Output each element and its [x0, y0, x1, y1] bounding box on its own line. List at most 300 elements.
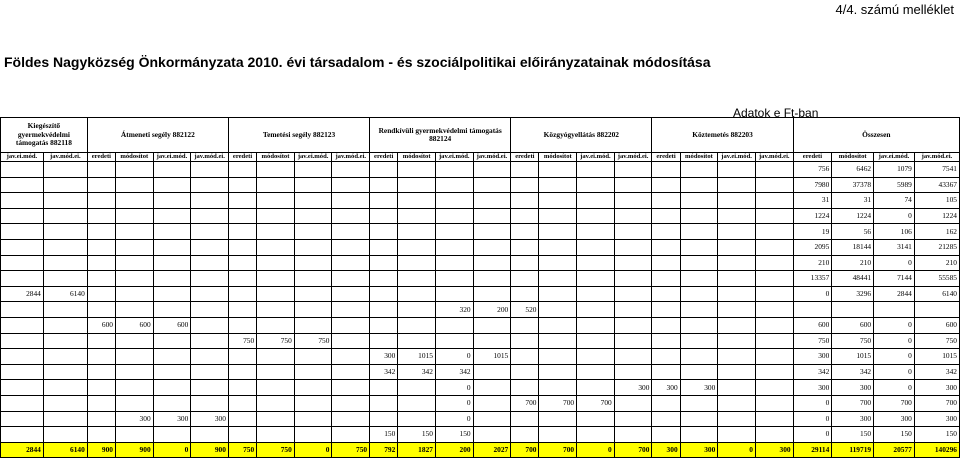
table-cell	[294, 317, 332, 333]
table-cell	[473, 208, 511, 224]
table-cell	[257, 286, 295, 302]
table-cell	[511, 193, 539, 209]
table-cell	[332, 411, 370, 427]
table-row	[1, 411, 960, 427]
table-cell	[539, 271, 577, 287]
table-cell	[793, 302, 832, 318]
table-cell	[435, 239, 473, 255]
table-cell	[755, 349, 793, 365]
table-cell	[832, 302, 874, 318]
table-cell	[153, 271, 191, 287]
table-cell: 600	[793, 317, 832, 333]
table-cell	[652, 302, 680, 318]
total-cell: 0	[153, 442, 191, 457]
table-cell	[153, 427, 191, 443]
table-cell	[43, 427, 87, 443]
table-row	[1, 255, 960, 271]
table-cell: 300	[914, 411, 959, 427]
total-cell: 750	[332, 442, 370, 457]
table-cell	[116, 193, 154, 209]
table-cell	[1, 349, 44, 365]
table-cell	[191, 177, 229, 193]
table-cell	[332, 162, 370, 178]
table-cell	[577, 411, 615, 427]
table-cell	[332, 255, 370, 271]
table-cell	[228, 395, 256, 411]
table-cell	[370, 411, 398, 427]
table-cell: 19	[793, 224, 832, 240]
column-header: jav.mód.ei.	[332, 153, 370, 162]
table-cell: 342	[793, 364, 832, 380]
table-cell	[257, 380, 295, 396]
table-cell	[755, 193, 793, 209]
table-cell	[755, 302, 793, 318]
table-cell	[87, 411, 115, 427]
table-cell	[511, 224, 539, 240]
table-cell	[294, 162, 332, 178]
table-cell: 300	[914, 380, 959, 396]
table-cell: 48441	[832, 271, 874, 287]
table-cell	[116, 255, 154, 271]
table-cell	[191, 255, 229, 271]
table-cell	[332, 349, 370, 365]
table-cell	[874, 302, 915, 318]
table-cell	[87, 224, 115, 240]
table-cell	[87, 239, 115, 255]
table-cell	[153, 193, 191, 209]
table-cell	[718, 239, 756, 255]
table-cell	[228, 427, 256, 443]
table-cell	[473, 411, 511, 427]
table-cell	[1, 162, 44, 178]
table-cell	[511, 255, 539, 271]
table-cell: 3296	[832, 286, 874, 302]
total-cell: 700	[614, 442, 652, 457]
table-row	[1, 364, 960, 380]
table-cell	[332, 177, 370, 193]
table-cell: 162	[914, 224, 959, 240]
table-cell	[294, 364, 332, 380]
table-cell: 300	[793, 349, 832, 365]
table-cell	[191, 271, 229, 287]
table-cell	[294, 395, 332, 411]
table-cell	[191, 395, 229, 411]
table-cell	[398, 411, 436, 427]
table-cell	[398, 302, 436, 318]
total-cell: 900	[191, 442, 229, 457]
table-cell	[718, 286, 756, 302]
table-cell	[755, 239, 793, 255]
total-cell: 2844	[1, 442, 44, 457]
table-cell	[398, 317, 436, 333]
table-cell: 600	[153, 317, 191, 333]
table-cell	[718, 333, 756, 349]
table-cell	[332, 224, 370, 240]
table-cell	[370, 317, 398, 333]
table-cell	[680, 208, 718, 224]
table-cell: 300	[832, 411, 874, 427]
group-header-osszesen: Összesen	[793, 118, 959, 153]
table-cell	[539, 427, 577, 443]
column-header: eredeti	[87, 153, 115, 162]
table-cell: 756	[793, 162, 832, 178]
table-cell	[755, 427, 793, 443]
table-cell	[332, 380, 370, 396]
table-cell	[257, 224, 295, 240]
table-cell: 150	[832, 427, 874, 443]
table-cell	[332, 333, 370, 349]
table-cell: 600	[87, 317, 115, 333]
table-cell	[680, 349, 718, 365]
table-cell	[680, 224, 718, 240]
table-cell	[257, 239, 295, 255]
group-header-rendkivuli: Rendkívüli gyermekvédelmi támogatás 882124	[370, 118, 511, 153]
table-cell	[435, 286, 473, 302]
table-cell	[332, 239, 370, 255]
table-cell	[614, 162, 652, 178]
table-cell: 31	[793, 193, 832, 209]
total-cell: 29114	[793, 442, 832, 457]
table-cell	[370, 224, 398, 240]
table-cell	[652, 364, 680, 380]
table-cell: 37378	[832, 177, 874, 193]
table-cell	[153, 162, 191, 178]
table-cell	[614, 395, 652, 411]
table-cell	[511, 271, 539, 287]
table-cell	[257, 208, 295, 224]
table-cell: 2095	[793, 239, 832, 255]
table-cell	[577, 224, 615, 240]
table-cell	[191, 162, 229, 178]
table-cell	[228, 364, 256, 380]
table-cell	[577, 239, 615, 255]
column-header: eredeti	[652, 153, 680, 162]
column-header: jav.ei.mód.	[294, 153, 332, 162]
table-cell	[332, 286, 370, 302]
table-cell	[228, 224, 256, 240]
table-cell	[43, 239, 87, 255]
table-cell	[1, 427, 44, 443]
table-cell	[398, 162, 436, 178]
table-cell: 0	[874, 364, 915, 380]
table-cell	[577, 162, 615, 178]
table-cell: 21285	[914, 239, 959, 255]
table-cell	[511, 411, 539, 427]
table-row	[1, 395, 960, 411]
total-cell: 300	[680, 442, 718, 457]
table-cell: 750	[257, 333, 295, 349]
table-cell: 74	[874, 193, 915, 209]
table-cell	[511, 162, 539, 178]
table-cell: 7980	[793, 177, 832, 193]
table-cell: 106	[874, 224, 915, 240]
table-row	[1, 208, 960, 224]
table-cell	[43, 255, 87, 271]
table-cell: 700	[874, 395, 915, 411]
table-cell	[153, 380, 191, 396]
table-cell	[43, 162, 87, 178]
table-cell	[435, 177, 473, 193]
table-cell	[652, 208, 680, 224]
table-cell: 0	[874, 255, 915, 271]
table-cell	[332, 317, 370, 333]
table-cell	[1, 364, 44, 380]
table-cell	[257, 302, 295, 318]
table-cell	[473, 239, 511, 255]
table-cell	[511, 317, 539, 333]
table-cell	[370, 302, 398, 318]
table-cell	[228, 411, 256, 427]
table-cell	[614, 349, 652, 365]
table-cell	[1, 239, 44, 255]
table-cell	[294, 349, 332, 365]
table-cell	[680, 317, 718, 333]
table-cell: 300	[652, 380, 680, 396]
table-cell	[680, 162, 718, 178]
table-cell	[294, 224, 332, 240]
table-row	[1, 193, 960, 209]
table-cell	[755, 255, 793, 271]
column-header: eredeti	[228, 153, 256, 162]
table-cell	[1, 333, 44, 349]
table-cell	[332, 427, 370, 443]
table-cell	[332, 395, 370, 411]
table-row	[1, 224, 960, 240]
table-cell	[755, 208, 793, 224]
table-cell	[257, 395, 295, 411]
table-cell	[43, 395, 87, 411]
table-cell: 300	[116, 411, 154, 427]
table-cell	[473, 395, 511, 411]
table-cell	[539, 255, 577, 271]
table-cell	[539, 364, 577, 380]
table-cell	[652, 177, 680, 193]
table-cell	[680, 395, 718, 411]
table-cell	[116, 380, 154, 396]
table-cell	[652, 239, 680, 255]
table-cell	[370, 255, 398, 271]
table-cell: 150	[914, 427, 959, 443]
table-cell: 0	[793, 427, 832, 443]
table-cell	[370, 333, 398, 349]
table-cell: 55585	[914, 271, 959, 287]
table-cell	[191, 286, 229, 302]
table-cell	[718, 162, 756, 178]
table-cell	[435, 317, 473, 333]
table-cell	[116, 427, 154, 443]
table-cell: 750	[294, 333, 332, 349]
table-cell: 342	[914, 364, 959, 380]
table-cell: 1015	[914, 349, 959, 365]
table-cell	[116, 333, 154, 349]
table-cell	[614, 177, 652, 193]
table-cell	[511, 177, 539, 193]
total-cell: 300	[755, 442, 793, 457]
table-cell: 700	[539, 395, 577, 411]
table-cell	[332, 193, 370, 209]
table-cell	[539, 177, 577, 193]
table-cell	[577, 302, 615, 318]
table-cell: 1015	[832, 349, 874, 365]
table-cell	[577, 255, 615, 271]
column-header: módosítot	[680, 153, 718, 162]
table-cell	[1, 271, 44, 287]
table-cell	[43, 208, 87, 224]
table-cell: 600	[832, 317, 874, 333]
table-cell: 300	[153, 411, 191, 427]
table-cell	[577, 349, 615, 365]
table-cell: 750	[793, 333, 832, 349]
table-cell	[191, 380, 229, 396]
table-cell	[718, 193, 756, 209]
table-cell	[1, 208, 44, 224]
table-cell	[1, 317, 44, 333]
table-cell	[511, 286, 539, 302]
table-cell: 6140	[43, 286, 87, 302]
table-row	[1, 162, 960, 178]
total-cell: 792	[370, 442, 398, 457]
table-cell	[257, 317, 295, 333]
table-cell	[153, 208, 191, 224]
table-cell: 2844	[1, 286, 44, 302]
total-cell: 0	[718, 442, 756, 457]
table-cell: 150	[874, 427, 915, 443]
table-cell: 1224	[793, 208, 832, 224]
table-cell: 13357	[793, 271, 832, 287]
table-cell	[511, 333, 539, 349]
table-cell	[680, 333, 718, 349]
table-cell: 700	[511, 395, 539, 411]
table-cell	[257, 255, 295, 271]
table-cell	[1, 177, 44, 193]
total-cell: 700	[539, 442, 577, 457]
table-cell	[614, 302, 652, 318]
table-cell	[539, 162, 577, 178]
table-cell: 7144	[874, 271, 915, 287]
table-cell	[370, 286, 398, 302]
column-header: módosítot	[539, 153, 577, 162]
table-cell	[577, 177, 615, 193]
table-cell	[614, 208, 652, 224]
table-cell	[652, 427, 680, 443]
table-cell	[228, 302, 256, 318]
table-cell	[755, 317, 793, 333]
table-cell	[473, 271, 511, 287]
table-cell: 2844	[874, 286, 915, 302]
table-cell	[370, 239, 398, 255]
table-cell	[191, 239, 229, 255]
table-cell	[257, 271, 295, 287]
table-cell	[473, 364, 511, 380]
table-cell	[435, 333, 473, 349]
table-cell: 600	[914, 317, 959, 333]
total-cell: 2027	[473, 442, 511, 457]
table-cell	[43, 349, 87, 365]
table-cell	[577, 271, 615, 287]
table-cell: 0	[435, 349, 473, 365]
table-cell	[228, 380, 256, 396]
table-cell	[294, 427, 332, 443]
table-cell	[755, 286, 793, 302]
table-cell	[43, 411, 87, 427]
table-cell	[332, 302, 370, 318]
table-cell	[577, 380, 615, 396]
table-cell	[755, 380, 793, 396]
table-cell	[191, 427, 229, 443]
table-cell	[1, 224, 44, 240]
table-cell	[116, 162, 154, 178]
table-cell	[652, 333, 680, 349]
table-cell	[680, 286, 718, 302]
table-cell	[294, 286, 332, 302]
table-cell	[398, 239, 436, 255]
total-cell: 300	[652, 442, 680, 457]
table-cell	[755, 162, 793, 178]
table-cell	[87, 255, 115, 271]
column-header: jav.mód.ei.	[191, 153, 229, 162]
total-cell: 700	[511, 442, 539, 457]
group-header-atmeneti: Átmeneti segély 882122	[87, 118, 228, 153]
column-header: jav.ei.mód.	[1, 153, 44, 162]
table-cell	[370, 208, 398, 224]
table-cell	[398, 193, 436, 209]
table-cell	[257, 162, 295, 178]
table-cell: 1015	[398, 349, 436, 365]
table-cell	[473, 224, 511, 240]
table-row	[1, 427, 960, 443]
table-cell	[511, 380, 539, 396]
table-cell	[116, 208, 154, 224]
column-header: eredeti	[370, 153, 398, 162]
total-cell: 1827	[398, 442, 436, 457]
table-cell	[116, 302, 154, 318]
table-cell	[511, 364, 539, 380]
table-cell: 18144	[832, 239, 874, 255]
table-cell	[228, 317, 256, 333]
table-cell	[718, 302, 756, 318]
column-header: eredeti	[511, 153, 539, 162]
table-cell	[370, 271, 398, 287]
table-cell	[614, 427, 652, 443]
table-cell	[652, 286, 680, 302]
table-cell	[680, 302, 718, 318]
table-cell: 320	[435, 302, 473, 318]
table-cell	[473, 162, 511, 178]
table-cell	[473, 427, 511, 443]
table-cell	[539, 302, 577, 318]
table-cell: 0	[874, 333, 915, 349]
table-cell	[1, 380, 44, 396]
column-header: jav.mód.ei.	[614, 153, 652, 162]
table-row	[1, 333, 960, 349]
table-cell	[228, 286, 256, 302]
table-cell	[43, 193, 87, 209]
table-cell: 210	[914, 255, 959, 271]
table-cell: 5989	[874, 177, 915, 193]
table-cell	[294, 271, 332, 287]
column-header: módosítot	[832, 153, 874, 162]
table-cell	[755, 177, 793, 193]
table-cell: 150	[398, 427, 436, 443]
table-cell	[398, 380, 436, 396]
table-cell: 300	[191, 411, 229, 427]
table-cell	[116, 239, 154, 255]
unit-label: Adatok e Ft-ban	[733, 106, 819, 120]
table-cell: 43367	[914, 177, 959, 193]
table-cell: 6140	[914, 286, 959, 302]
table-cell: 300	[793, 380, 832, 396]
group-header-kiegeszito: Kiegészítő gyermekvédelmi támogatás 882118	[1, 118, 88, 153]
